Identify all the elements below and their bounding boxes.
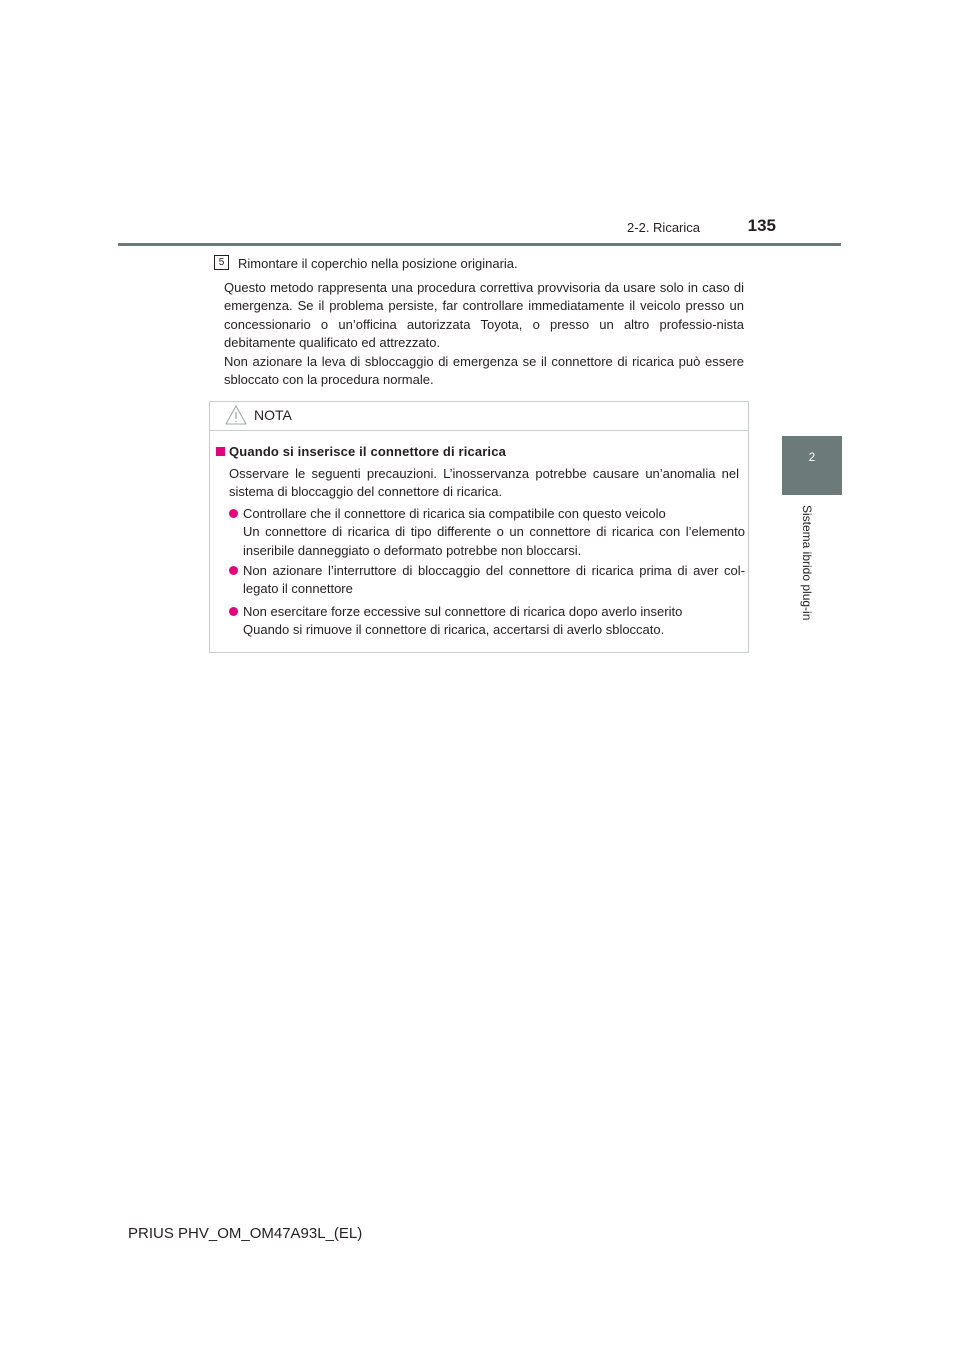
nota-item-text: Quando si rimuove il connettore di ricarica, accertarsi di averlo sbloccato. (243, 622, 665, 638)
section-title: 2-2. Ricarica (627, 220, 700, 235)
circle-bullet-icon (229, 566, 238, 575)
nota-item-title: Controllare che il connettore di ricarica sia compatibile con questo veicolo (243, 506, 666, 521)
page-number: 135 (747, 216, 776, 235)
nota-list-item (243, 562, 745, 599)
chapter-tab (782, 436, 842, 495)
nota-list-item (243, 505, 745, 560)
chapter-number: 2 (808, 450, 816, 464)
chapter-label: Sistema ibrido plug-in (800, 505, 814, 621)
header-divider (118, 243, 841, 246)
nota-item-title: Non azionare l’interruttore di bloccaggio del connettore di ricarica prima di aver col-legato il connettore (243, 563, 745, 597)
chapter-label-wrap (800, 505, 820, 705)
step-number-badge: 5 (214, 255, 229, 270)
circle-bullet-icon (229, 607, 238, 616)
nota-item-title: Non esercitare forze eccessive sul connettore di ricarica dopo averlo inserito (243, 604, 683, 619)
circle-bullet-icon (229, 509, 238, 518)
nota-divider (210, 430, 748, 431)
warning-triangle-icon (225, 404, 247, 426)
body-paragraph: Questo metodo rappresenta una procedura correttiva provvisoria da usare solo in caso di emergenza. Se il problema persiste, far controllare immediatamente il veicolo presso un concessionario o un’officina autorizzata Toyota, o presso un altro professio-nista debitamente qualificato ed attrezzato. (224, 280, 744, 350)
step-text: Rimontare il coperchio nella posizione originaria. (238, 256, 518, 271)
nota-heading: Quando si inserisce il connettore di ricarica (229, 444, 506, 459)
nota-item-text: Un connettore di ricarica di tipo differente o un connettore di ricarica con l’elemento inseribile danneggiato o deformato potrebbe non bloccarsi. (243, 524, 745, 558)
nota-intro: Osservare le seguenti precauzioni. L’inosservanza potrebbe causare un’anomalia nel sistema di bloccaggio del connettore di ricarica. (229, 466, 739, 500)
body-paragraph: Non azionare la leva di sbloccaggio di emergenza se il connettore di ricarica può essere sbloccato con la procedura normale. (224, 354, 744, 388)
footer-code: PRIUS PHV_OM_OM47A93L_(EL) (128, 1225, 363, 1242)
nota-list-item (243, 603, 745, 640)
square-bullet-icon (216, 447, 225, 456)
nota-title: NOTA (254, 407, 292, 423)
